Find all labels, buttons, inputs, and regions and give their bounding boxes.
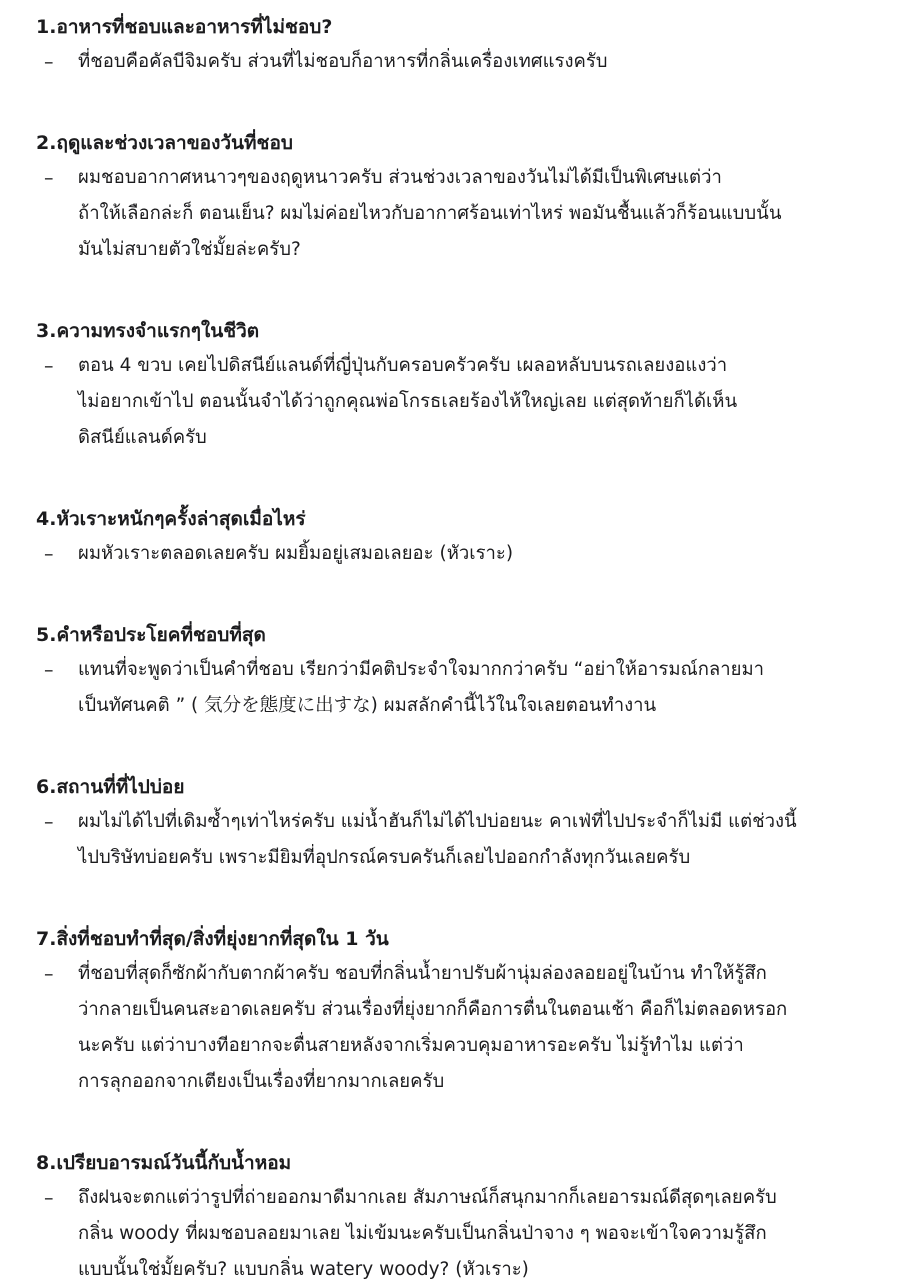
- answer-line: ไม่อยากเข้าไป ตอนนั้นจำได้ว่าถูกคุณพ่อโกรธเลยร้องไห้ใหญ่เลย แต่สุดท้ายก็ได้เห็น: [78, 391, 738, 412]
- answer-line: การลุกออกจากเตียงเป็นเรื่องที่ยากมากเลยครับ: [78, 1071, 445, 1092]
- section-7: [36, 922, 878, 1100]
- question-title: 2.ฤดูและช่วงเวลาของวันที่ชอบ: [36, 132, 293, 154]
- answer-line: ผมหัวเราะตลอดเลยครับ ผมยิ้มอยู่เสมอเลยอะ (หัวเราะ): [78, 543, 514, 564]
- answer-line: เป็นทัศนคติ ” ( 気分を態度に出すな) ผมสลักคำนี้ไว้ในใจเลยตอนทำงาน: [78, 695, 657, 716]
- dash-bullet: –: [44, 51, 54, 73]
- answer-line: ผมไม่ได้ไปที่เดิมซ้ำๆเท่าไหร่ครับ แม่น้ำฮันก็ไม่ได้ไปบ่อยนะ คาเฟ่ที่ไปประจำก็ไม่มี แต่ช่วงนี้: [78, 811, 797, 832]
- answer-item: [36, 804, 878, 876]
- section-8: [36, 1146, 878, 1288]
- answer-line: นะครับ แต่ว่าบางทีอยากจะตื่นสายหลังจากเริ่มควบคุมอาหารอะครับ ไม่รู้ทำไม แต่ว่า: [78, 1035, 744, 1056]
- answer-item: [36, 956, 878, 1100]
- answer-line: ไปบริษัทบ่อยครับ เพราะมียิมที่อุปกรณ์ครบครันก็เลยไปออกกำลังทุกวันเลยครับ: [78, 847, 691, 868]
- answer-line: ตอน 4 ขวบ เคยไปดิสนีย์แลนด์ที่ญี่ปุ่นกับครอบครัวครับ เผลอหลับบนรถเลยงอแงว่า: [78, 355, 728, 376]
- dash-bullet: –: [44, 355, 54, 377]
- answer-line: กลิ่น woody ที่ผมชอบลอยมาเลย ไม่เข้มนะครับเป็นกลิ่นป่าจาง ๆ พอจะเข้าใจความรู้สึก: [78, 1223, 767, 1244]
- question-title: 8.เปรียบอารมณ์วันนี้กับน้ำหอม: [36, 1152, 292, 1174]
- section-1: [36, 10, 878, 80]
- answer-line: ที่ชอบที่สุดก็ซักผ้ากับตากผ้าครับ ชอบที่กลิ่นน้ำยาปรับผ้านุ่มล่องลอยอยู่ในบ้าน ทำให้รู้สึก: [78, 963, 767, 984]
- answer-line: แทนที่จะพูดว่าเป็นคำที่ชอบ เรียกว่ามีคติประจำใจมากกว่าครับ “อย่าให้อารมณ์กลายมา: [78, 659, 765, 680]
- answer-item: [36, 536, 878, 572]
- dash-bullet: –: [44, 811, 54, 833]
- answer-line: แบบนั้นใช่มั้ยครับ? แบบกลิ่น watery woody? (หัวเราะ): [78, 1259, 529, 1280]
- answer-item: [36, 348, 878, 456]
- answer-line: ถึงฝนจะตกแต่ว่ารูปที่ถ่ายออกมาดีมากเลย สัมภาษณ์ก็สนุกมากก็เลยอารมณ์ดีสุดๆเลยครับ: [78, 1187, 777, 1208]
- answer-item: [36, 160, 878, 268]
- answer-line: ที่ชอบคือคัลบีจิมครับ ส่วนที่ไม่ชอบก็อาหารที่กลิ่นเครื่องเทศแรงครับ: [78, 51, 608, 72]
- dash-bullet: –: [44, 1187, 54, 1209]
- question-title: 4.หัวเราะหนักๆครั้งล่าสุดเมื่อไหร่: [36, 508, 306, 530]
- answer-line: มันไม่สบายตัวใช่มั้ยล่ะครับ?: [78, 239, 301, 260]
- question-title: 3.ความทรงจำแรกๆในชีวิต: [36, 320, 260, 342]
- answer-line: ผมชอบอากาศหนาวๆของฤดูหนาวครับ ส่วนช่วงเวลาของวันไม่ได้มีเป็นพิเศษแต่ว่า: [78, 167, 722, 188]
- question-title: 6.สถานที่ที่ไปบ่อย: [36, 776, 185, 798]
- dash-bullet: –: [44, 963, 54, 985]
- question-title: 1.อาหารที่ชอบและอาหารที่ไม่ชอบ?: [36, 16, 333, 38]
- section-4: [36, 502, 878, 572]
- section-5: [36, 618, 878, 724]
- answer-item: [36, 44, 878, 80]
- section-2: [36, 126, 878, 268]
- dash-bullet: –: [44, 167, 54, 189]
- dash-bullet: –: [44, 543, 54, 565]
- answer-line: ว่ากลายเป็นคนสะอาดเลยครับ ส่วนเรื่องที่ยุ่งยากก็คือการตื่นในตอนเช้า คือก็ไม่ตลอดหรอก: [78, 999, 788, 1020]
- section-3: [36, 314, 878, 456]
- dash-bullet: –: [44, 659, 54, 681]
- question-title: 7.สิ่งที่ชอบทำที่สุด/สิ่งที่ยุ่งยากที่สุดใน 1 วัน: [36, 928, 389, 950]
- question-title: 5.คำหรือประโยคที่ชอบที่สุด: [36, 624, 266, 646]
- answer-line: ดิสนีย์แลนด์ครับ: [78, 427, 207, 448]
- answer-line: ถ้าให้เลือกล่ะก็ ตอนเย็น? ผมไม่ค่อยไหวกับอากาศร้อนเท่าไหร่ พอมันชื้นแล้วก็ร้อนแบบนั้น: [78, 203, 782, 224]
- section-6: [36, 770, 878, 876]
- answer-item: [36, 652, 878, 724]
- answer-item: [36, 1180, 878, 1288]
